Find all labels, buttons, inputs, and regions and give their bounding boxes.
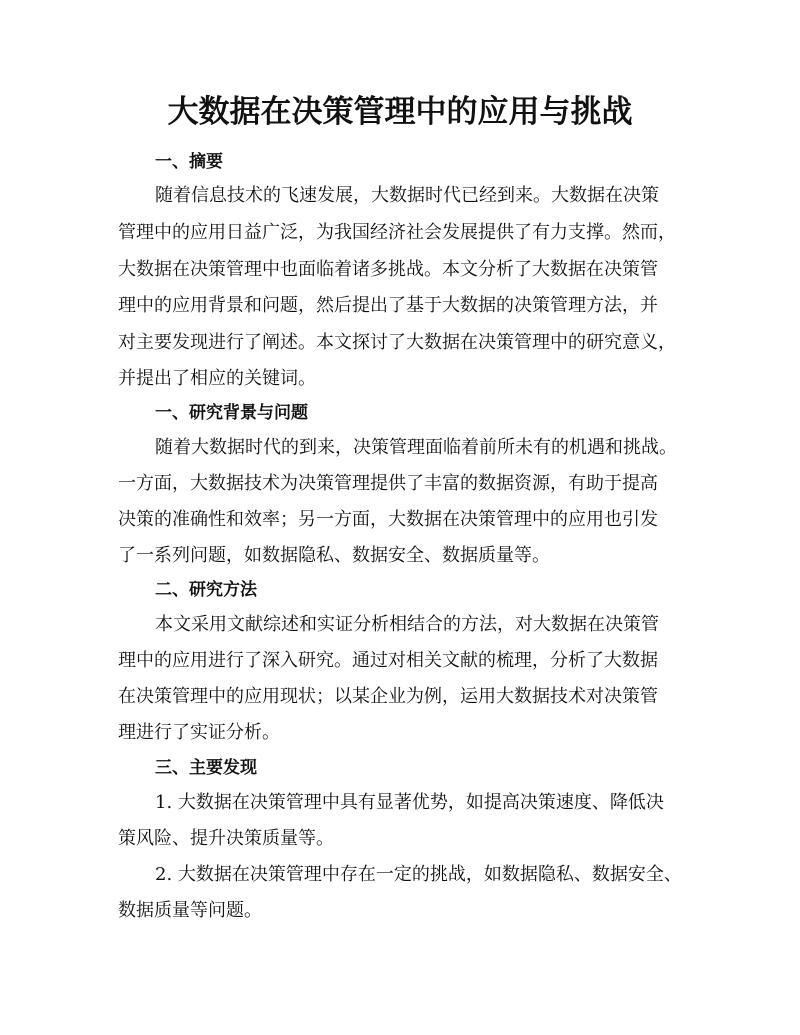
paragraph-line: 策风险、提升决策质量等。 <box>118 828 334 849</box>
list-item-finding-2: 2. 大数据在决策管理中存在一定的挑战，如数据隐私、数据安全、 <box>155 864 682 885</box>
paragraph-line: 理中的应用进行了深入研究。通过对相关文献的梳理，分析了大数据 <box>118 650 658 671</box>
paragraph-line: 随着大数据时代的到来，决策管理面临着前所未有的机遇和挑战。 <box>155 437 677 458</box>
paragraph-line: 管理中的应用日益广泛，为我国经济社会发展提供了有力支撑。然而， <box>118 222 676 243</box>
paragraph-line: 决策的准确性和效率；另一方面，大数据在决策管理中的应用也引发 <box>118 509 658 530</box>
paragraph-line: 在决策管理中的应用现状；以某企业为例，运用大数据技术对决策管 <box>118 686 658 707</box>
section-heading-method: 二、研究方法 <box>155 580 257 600</box>
paragraph-line: 理进行了实证分析。 <box>118 722 280 743</box>
section-heading-abstract: 一、摘要 <box>155 152 223 172</box>
section-heading-findings: 三、主要发现 <box>155 758 257 778</box>
paragraph-line: 大数据在决策管理中也面临着诸多挑战。本文分析了大数据在决策管 <box>118 259 658 280</box>
paragraph-line: 对主要发现进行了阐述。本文探讨了大数据在决策管理中的研究意义， <box>118 332 676 353</box>
document-title: 大数据在决策管理中的应用与挑战 <box>167 94 633 130</box>
section-heading-background: 一、研究背景与问题 <box>155 403 308 423</box>
paragraph-line: 随着信息技术的飞速发展，大数据时代已经到来。大数据在决策 <box>155 185 659 206</box>
paragraph-line: 一方面，大数据技术为决策管理提供了丰富的数据资源，有助于提高 <box>118 473 658 494</box>
paragraph-line: 并提出了相应的关键词。 <box>118 368 316 389</box>
paragraph-line: 了一系列问题，如数据隐私、数据安全、数据质量等。 <box>118 545 550 566</box>
paragraph-line: 本文采用文献综述和实证分析相结合的方法，对大数据在决策管 <box>155 614 659 635</box>
list-item-finding-1: 1. 大数据在决策管理中具有显著优势，如提高决策速度、降低决 <box>155 792 664 813</box>
paragraph-line: 理中的应用背景和问题，然后提出了基于大数据的决策管理方法，并 <box>118 295 658 316</box>
paragraph-line: 数据质量等问题。 <box>118 900 262 921</box>
